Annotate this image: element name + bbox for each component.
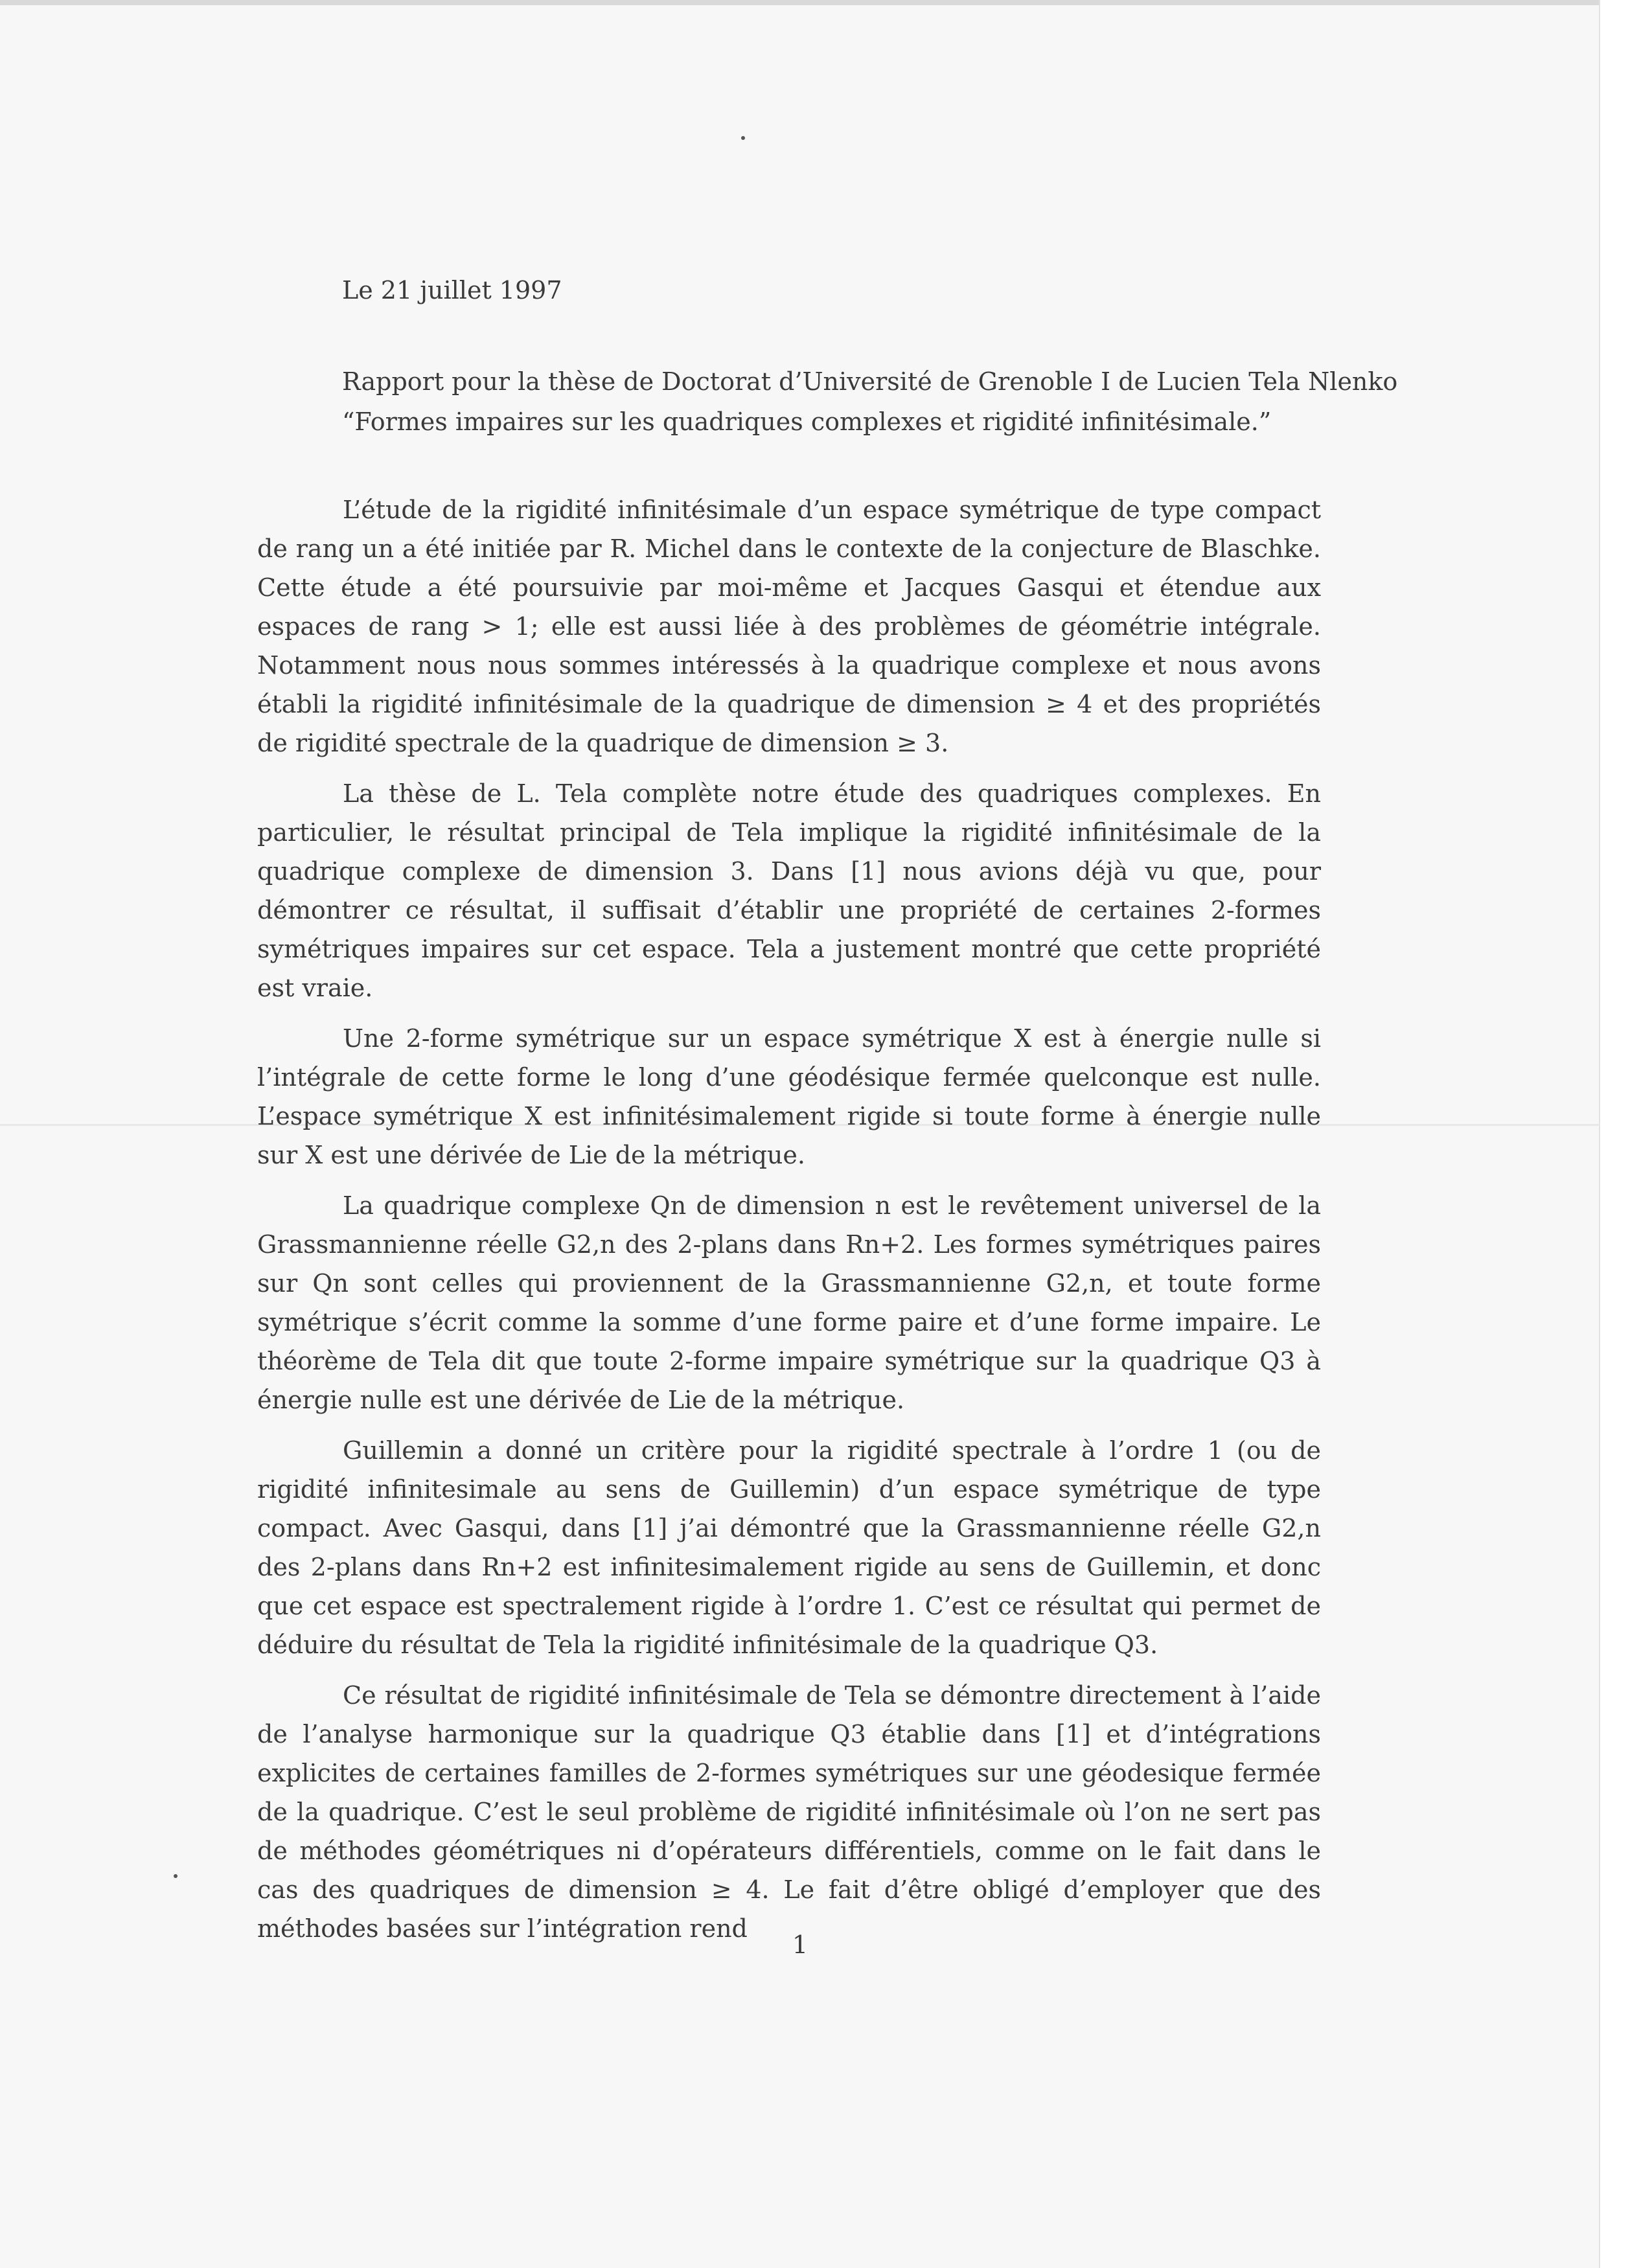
paragraph-4: La quadrique complexe Qn de dimension n est le revêtement universel de la Grassmannienne réelle G2,n des 2-plans dans Rn+2. Les formes symétriques paires sur Qn sont celles qui proviennent de la Grassmannienne G2,n, et toute forme symétrique s’écrit comme la somme d’une forme paire et d’une forme impaire. Le théorème de Tela dit que toute 2-forme impaire symétrique sur la quadrique Q3 à énergie nulle est une dérivée de Lie de la métrique. [257, 1191, 1321, 1414]
paragraph-6: Ce résultat de rigidité infinitésimale de Tela se démontre directement à l’aide de l’analyse harmonique sur la quadrique Q3 établie dans [1] et d’intégrations explicites de certaines familles de 2-formes symétriques sur une géodesique fermée de la quadrique. C’est le seul problème de rigidité infinitésimale où l’on ne sert pas de méthodes géométriques ni d’opérateurs différentiels, comme on le fait dans le cas des quadriques de dimension ≥ 4. Le fait d’être obligé d’employer que des méthodes basées sur l’intégration rend [257, 1681, 1321, 1943]
report-heading [342, 361, 1398, 442]
paragraph-3: Une 2-forme symétrique sur un espace symétrique X est à énergie nulle si l’intégrale de cette forme le long d’une géodésique fermée quelconque est nulle. L’espace symétrique X est infinitésimalement rigide si toute forme à énergie nulle sur X est une dérivée de Lie de la métrique. [257, 1024, 1321, 1169]
paragraph-2: La thèse de L. Tela complète notre étude des quadriques complexes. En particulier, le résultat principal de Tela implique la rigidité infinitésimale de la quadrique complexe de dimension 3. Dans [1] nous avions déjà vu que, pour démontrer ce résultat, il suffisait d’établir une propriété de certaines 2-formes symétriques impaires sur cet espace. Tela a justement montré que cette propriété est vraie. [257, 779, 1321, 1002]
paragraph-1: L’étude de la rigidité infinitésimale d’un espace symétrique de type compact de rang un a été initiée par R. Michel dans le contexte de la conjecture de Blaschke. Cette étude a été poursuivie par moi-même et Jacques Gasqui et étendue aux espaces de rang > 1; elle est aussi liée à des problèmes de géométrie intégrale. Notamment nous nous sommes intéressés à la quadrique complexe et nous avons établi la rigidité infinitésimale de la quadrique de dimension ≥ 4 et des propriétés de rigidité spectrale de la quadrique de dimension ≥ 3. [257, 496, 1321, 757]
letter-date: Le 21 juillet 1997 [342, 276, 562, 304]
thesis-title: “Formes impaires sur les quadriques complexes et rigidité infinitésimale.” [342, 407, 1272, 436]
report-line: Rapport pour la thèse de Doctorat d’Université de Grenoble I de Lucien Tela Nlenko [342, 367, 1398, 396]
speck-mark [741, 136, 745, 140]
scan-top-edge [0, 0, 1600, 5]
report-body [257, 490, 1321, 1960]
speck-mark [174, 1874, 178, 1878]
paragraph-5: Guillemin a donné un critère pour la rigidité spectrale à l’ordre 1 (ou de rigidité infinitesimale au sens de Guillemin) d’un espace symétrique de type compact. Avec Gasqui, dans [1] j’ai démontré que la Grassmannienne réelle G2,n des 2-plans dans Rn+2 est infinitesimalement rigide au sens de Guillemin, et donc que cet espace est spectralement rigide à l’ordre 1. C’est ce résultat qui permet de déduire du résultat de Tela la rigidité infinitésimale de la quadrique Q3. [257, 1436, 1321, 1659]
scan-right-margin [1599, 0, 1652, 2268]
page-number: 1 [792, 1930, 809, 1959]
